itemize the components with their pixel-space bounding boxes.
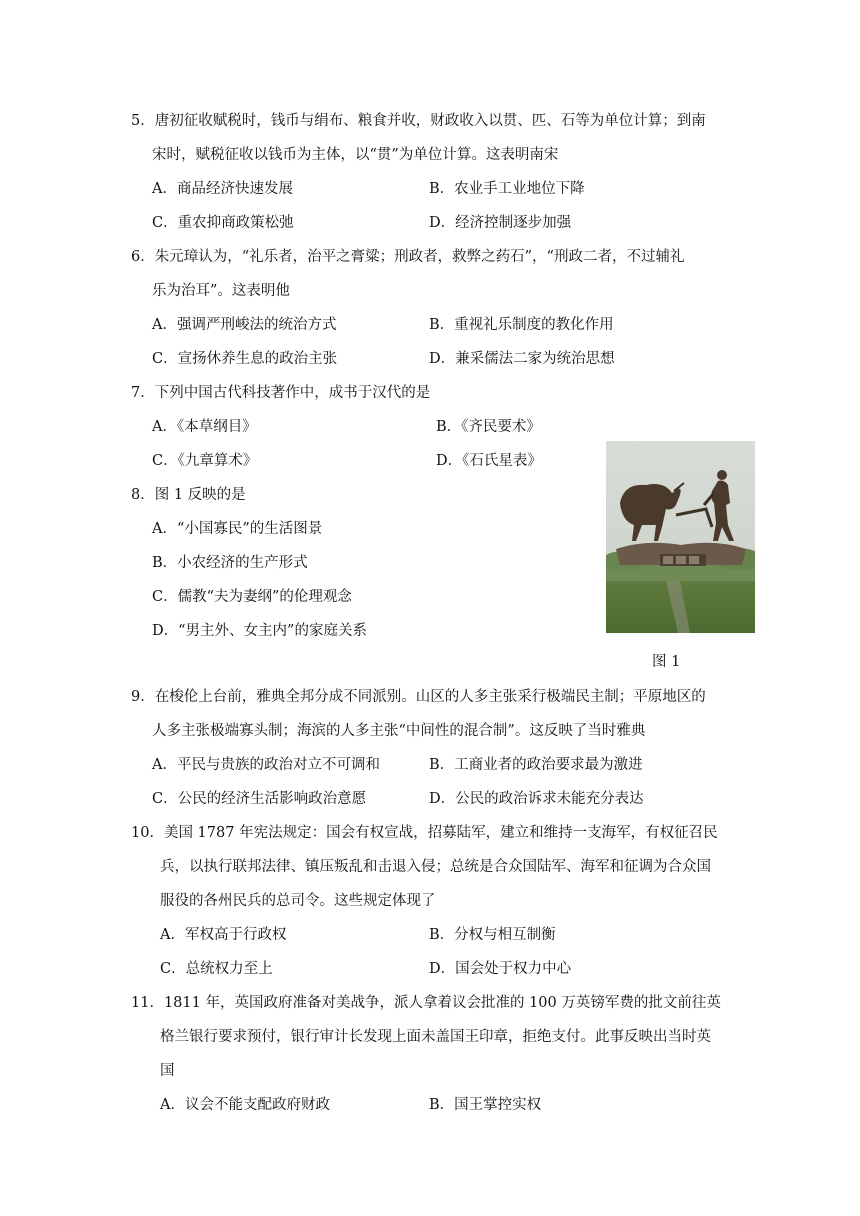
q11-stem-line3: 国 bbox=[160, 1063, 175, 1079]
q7-option-b: B．《齐民要术》 bbox=[436, 419, 541, 435]
q10-option-a: A．军权高于行政权 bbox=[160, 927, 287, 943]
q9-option-b: B．工商业者的政治要求最为激进 bbox=[429, 757, 643, 773]
q8-option-d: D．“男主外、女主内”的家庭关系 bbox=[152, 623, 367, 639]
q8-option-c: C．儒教“夫为妻纲”的伦理观念 bbox=[152, 589, 352, 605]
q10-option-b: B．分权与相互制衡 bbox=[429, 927, 556, 943]
q5-option-a: A．商品经济快速发展 bbox=[152, 181, 293, 197]
q5-stem-line1: 5．唐初征收赋税时，钱币与绢布、粮食并收，财政收入以贯、匹、石等为单位计算；到南 bbox=[131, 113, 706, 129]
q10-stem-line3: 服役的各州民兵的总司令。这些规定体现了 bbox=[160, 893, 436, 909]
q5-option-d: D．经济控制逐步加强 bbox=[429, 215, 572, 231]
q6-option-d: D．兼采儒法二家为统治思想 bbox=[429, 351, 615, 367]
q8-stem-line1: 8．图 1 反映的是 bbox=[131, 487, 246, 503]
figure-1-photo bbox=[606, 441, 755, 633]
q5-option-c: C．重农抑商政策松弛 bbox=[152, 215, 294, 231]
q10-stem-line1: 10．美国 1787 年宪法规定：国会有权宣战，招募陆军，建立和维持一支海军，有权征召民 bbox=[131, 825, 718, 841]
q6-option-a: A．强调严刑峻法的统治方式 bbox=[152, 317, 337, 333]
q11-stem-line1: 11．1811 年，英国政府准备对美战争，派人拿着议会批准的 100 万英镑军费的批文前往英 bbox=[131, 995, 721, 1011]
q10-option-d: D．国会处于权力中心 bbox=[429, 961, 572, 977]
q11-stem-line2: 格兰银行要求预付，银行审计长发现上面未盖国王印章，拒绝支付。此事反映出当时英 bbox=[160, 1029, 711, 1045]
q8-option-b: B．小农经济的生产形式 bbox=[152, 555, 308, 571]
q9-stem-line2: 人多主张极端寡头制；海滨的人多主张“中间性的混合制”。这反映了当时雅典 bbox=[152, 723, 646, 739]
q6-option-b: B．重视礼乐制度的教化作用 bbox=[429, 317, 614, 333]
q9-option-a: A．平民与贵族的政治对立不可调和 bbox=[152, 757, 380, 773]
q7-stem-line1: 7．下列中国古代科技著作中，成书于汉代的是 bbox=[131, 385, 431, 401]
q9-stem-line1: 9．在梭伦上台前，雅典全邦分成不同派别。山区的人多主张采行极端民主制；平原地区的 bbox=[131, 689, 706, 705]
q5-option-b: B．农业手工业地位下降 bbox=[429, 181, 585, 197]
q9-option-c: C．公民的经济生活影响政治意愿 bbox=[152, 791, 367, 807]
q10-stem-line2: 兵，以执行联邦法律、镇压叛乱和击退入侵；总统是合众国陆军、海军和征调为合众国 bbox=[160, 859, 711, 875]
q7-option-c: C．《九章算术》 bbox=[152, 453, 258, 469]
q11-option-b: B．国王掌控实权 bbox=[429, 1097, 542, 1113]
q8-option-a: A．“小国寡民”的生活图景 bbox=[152, 521, 323, 537]
q10-option-c: C．总统权力至上 bbox=[160, 961, 273, 977]
sculpture-illustration bbox=[606, 441, 755, 633]
figure-1-caption: 图 1 bbox=[652, 654, 681, 670]
q5-stem-line2: 宋时，赋税征收以钱币为主体，以“贯”为单位计算。这表明南宋 bbox=[152, 147, 559, 163]
q6-stem-line2: 乐为治耳”。这表明他 bbox=[152, 283, 290, 299]
q11-option-a: A．议会不能支配政府财政 bbox=[160, 1097, 330, 1113]
q7-option-a: A．《本草纲目》 bbox=[152, 419, 257, 435]
q9-option-d: D．公民的政治诉求未能充分表达 bbox=[429, 791, 644, 807]
q7-option-d: D．《石氏星表》 bbox=[436, 453, 542, 469]
q6-stem-line1: 6．朱元璋认为，“礼乐者，治平之膏粱；刑政者，救弊之药石”，“刑政二者，不过辅礼 bbox=[131, 249, 685, 265]
q6-option-c: C．宣扬休养生息的政治主张 bbox=[152, 351, 338, 367]
